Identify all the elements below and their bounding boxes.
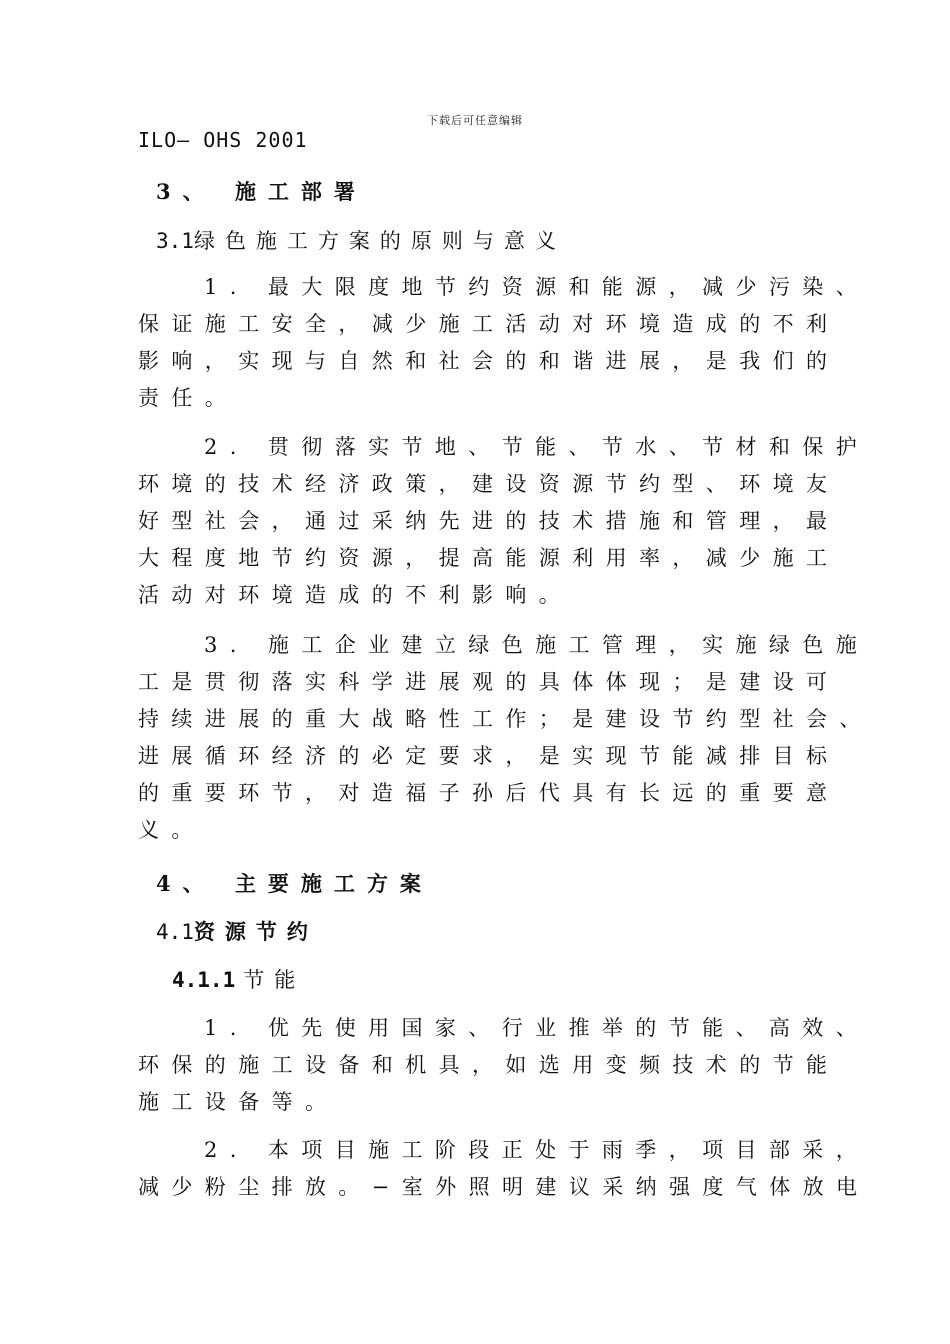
section-4-heading: [156, 868, 433, 898]
section-3-1-number: 3.1: [156, 229, 194, 253]
paragraph-1: [138, 269, 878, 417]
section-4-1-title: 资源节约: [193, 919, 318, 944]
paragraph-line: 施工设备等。: [138, 1090, 339, 1114]
paragraph-line: 3. 施工企业建立绿色施工管理，实施绿色施: [204, 633, 870, 657]
section-3-heading: [156, 176, 367, 206]
paragraph-line: 2. 本项目施工阶段正处于雨季，项目部采，: [204, 1138, 870, 1162]
paragraph-line: 环保的施工设备和机具，如选用变频技术的节能: [138, 1053, 840, 1077]
paragraph-line: 1. 最大限度地节约资源和能源，减少污染、: [204, 275, 870, 299]
paragraph-line: 活动对环境造成的不利影响。: [138, 583, 573, 607]
paragraph-line: 持续进展的重大战略性工作；是建设节约型社会、: [138, 707, 873, 731]
section-3-1-heading: [156, 225, 566, 255]
paragraph-2: [138, 429, 878, 614]
paragraph-line: 环境的技术经济政策，建设资源节约型、环境友: [138, 472, 840, 496]
header-note: 下载后可任意编辑: [427, 114, 523, 127]
paragraph-line: 1. 优先使用国家、行业推举的节能、高效、: [204, 1016, 870, 1040]
paragraph-line: 好型社会，通过采纳先进的技术措施和管理，最: [138, 509, 840, 533]
standard-reference: ILO— OHS 2001: [138, 128, 308, 152]
section-3-number: 3、: [156, 179, 216, 204]
section-4-title: 主要施工方案: [234, 871, 433, 896]
paragraph-4: [138, 1010, 878, 1121]
section-3-1-title: 绿色施工方案的原则与意义: [193, 229, 566, 253]
paragraph-3: [138, 627, 878, 849]
paragraph-line: 进展循环经济的必定要求，是实现节能减排目标: [138, 744, 840, 768]
paragraph-line: 义。: [138, 818, 205, 842]
section-4-1-number: 4.1: [156, 920, 194, 944]
paragraph-line: 大程度地节约资源，提高能源利用率，减少施工: [138, 546, 840, 570]
section-4-1-heading: [156, 916, 318, 946]
section-4-1-1-number: 4.1.1: [172, 968, 236, 992]
paragraph-5: [138, 1132, 878, 1206]
paragraph-line: 责任。: [138, 386, 239, 410]
section-4-1-1-title: 节能: [243, 968, 306, 992]
paragraph-line: 2. 贯彻落实节地、节能、节水、节材和保护: [204, 435, 870, 459]
paragraph-line: 影响，实现与自然和社会的和谐进展，是我们的: [138, 349, 840, 373]
paragraph-line: 工是贯彻落实科学进展观的具体体现；是建设可: [138, 670, 840, 694]
paragraph-line: 保证施工安全，减少施工活动对环境造成的不利: [138, 312, 840, 336]
section-3-title: 施工部署: [234, 179, 367, 204]
paragraph-line: 的重要环节，对造福子孙后代具有长远的重要意: [138, 781, 840, 805]
section-4-number: 4、: [156, 871, 216, 896]
paragraph-line: 减少粉尘排放。−室外照明建议采纳强度气体放电: [138, 1175, 870, 1199]
section-4-1-1-heading: [172, 964, 305, 994]
